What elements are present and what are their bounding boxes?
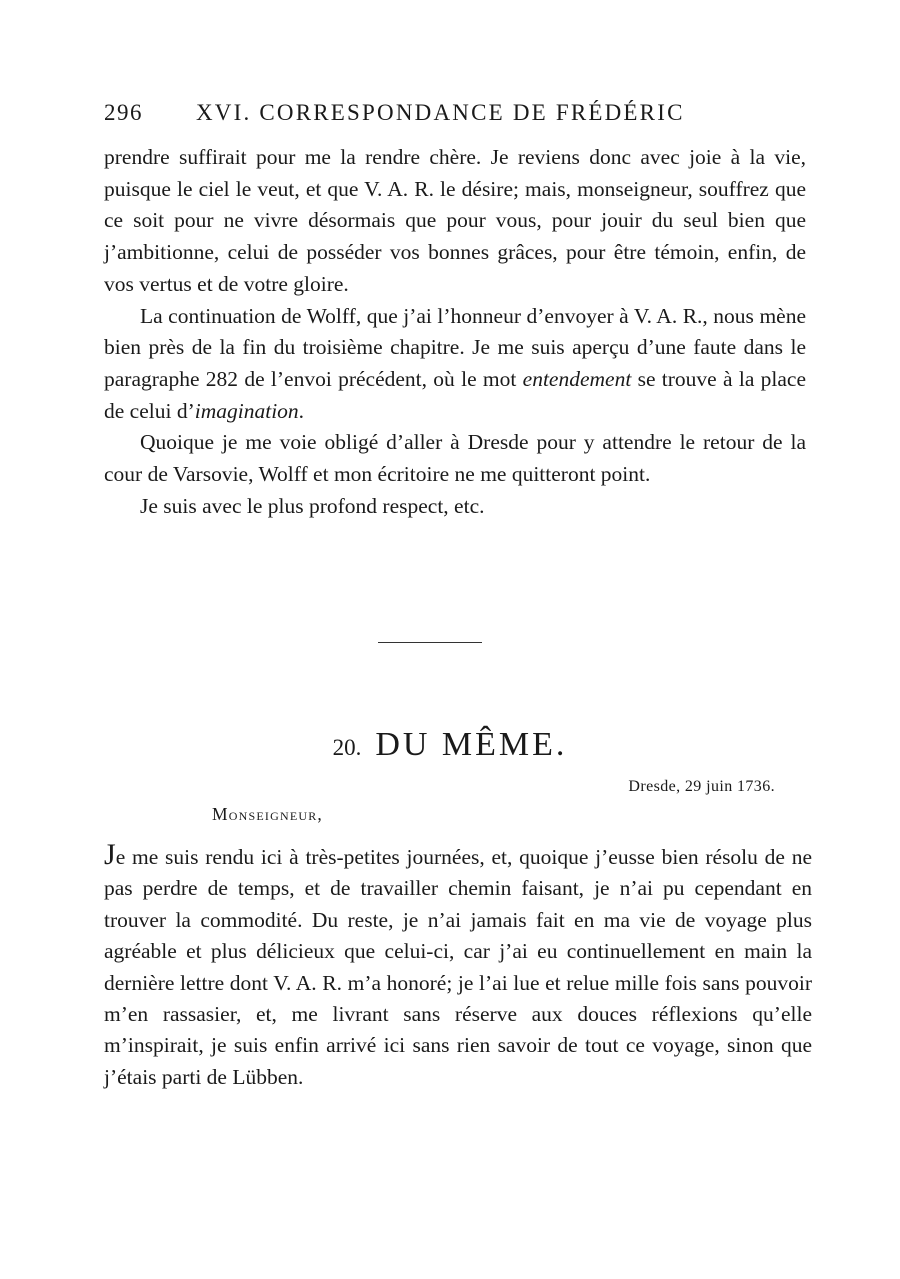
page-number: 296 (104, 100, 143, 125)
letter-heading (0, 726, 900, 764)
italic-term-imagination: imagination (194, 398, 299, 423)
closing-formula: Je suis avec le plus profond respect, etc. (140, 493, 485, 518)
letter-body-text: e me suis rendu ici à très-petites journées, et, quoique j’eusse bien résolu de ne pas perdre de temps, et de travailler chemin faisant, je n’ai pu cependant en trouver la commodité. Du reste, je n’ai jamais fait en ma vie de voyage plus agréable et plus délicieux que celui-ci, car j’ai eu continuellement en main la dernière lettre dont V. A. R. m’a honoré; je l’ai lue et relue mille fois sans pouvoir m’en rassasier, et, me livrant sans réserve aux douces réflexions qu’elle m’inspirait, je suis enfin arrivé ici sans rien savoir de tout ce voyage, sinon que j’étais parti de Lübben. (104, 845, 812, 1089)
paragraph-dresde: Quoique je me voie obligé d’aller à Dresde pour y attendre le retour de la cour de Varsovie, Wolff et mon écritoire ne me quitteront point. (104, 430, 806, 487)
paragraph-text: se trouve à la place de celui d’ (104, 366, 807, 423)
letter-dateline: Dresde, 29 juin 1736. (628, 778, 775, 795)
letter-salutation: Monseigneur, (212, 804, 323, 824)
paragraph-text: . (298, 398, 305, 423)
drop-initial: J (104, 838, 116, 871)
italic-term-entendement: entendement (522, 366, 632, 391)
running-title: XVI. CORRESPONDANCE DE FRÉDÉRIC (196, 100, 685, 125)
paragraph-continued: prendre suffirait pour me la rendre chère. Je reviens donc avec joie à la vie, puisque le ciel le veut, et que V. A. R. le désire; mais, monseigneur, souffrez que ce soit pour ne vivre désormais que pour vous, pour jouir du seul bien que j’ambitionne, celui de posséder vos bonnes grâces, pour être témoin, enfin, de vos vertus et de votre gloire. (104, 145, 806, 296)
letter-number: 20. (332, 735, 362, 760)
section-divider (378, 642, 482, 643)
continued-letter-text (104, 142, 806, 522)
paragraph-text: La continuation de Wolff, que j’ai l’honneur d’envoyer à V. A. R., nous mène bien près de la fin du troisième chapitre. Je me suis aperçu d’une faute dans le paragraphe 282 de l’envoi précédent, où le mot (104, 303, 806, 391)
page-header (104, 100, 804, 132)
letter-body (104, 838, 812, 1093)
letter-title: DU MÊME. (375, 726, 568, 763)
paragraph-wolff-continuation (104, 301, 806, 428)
